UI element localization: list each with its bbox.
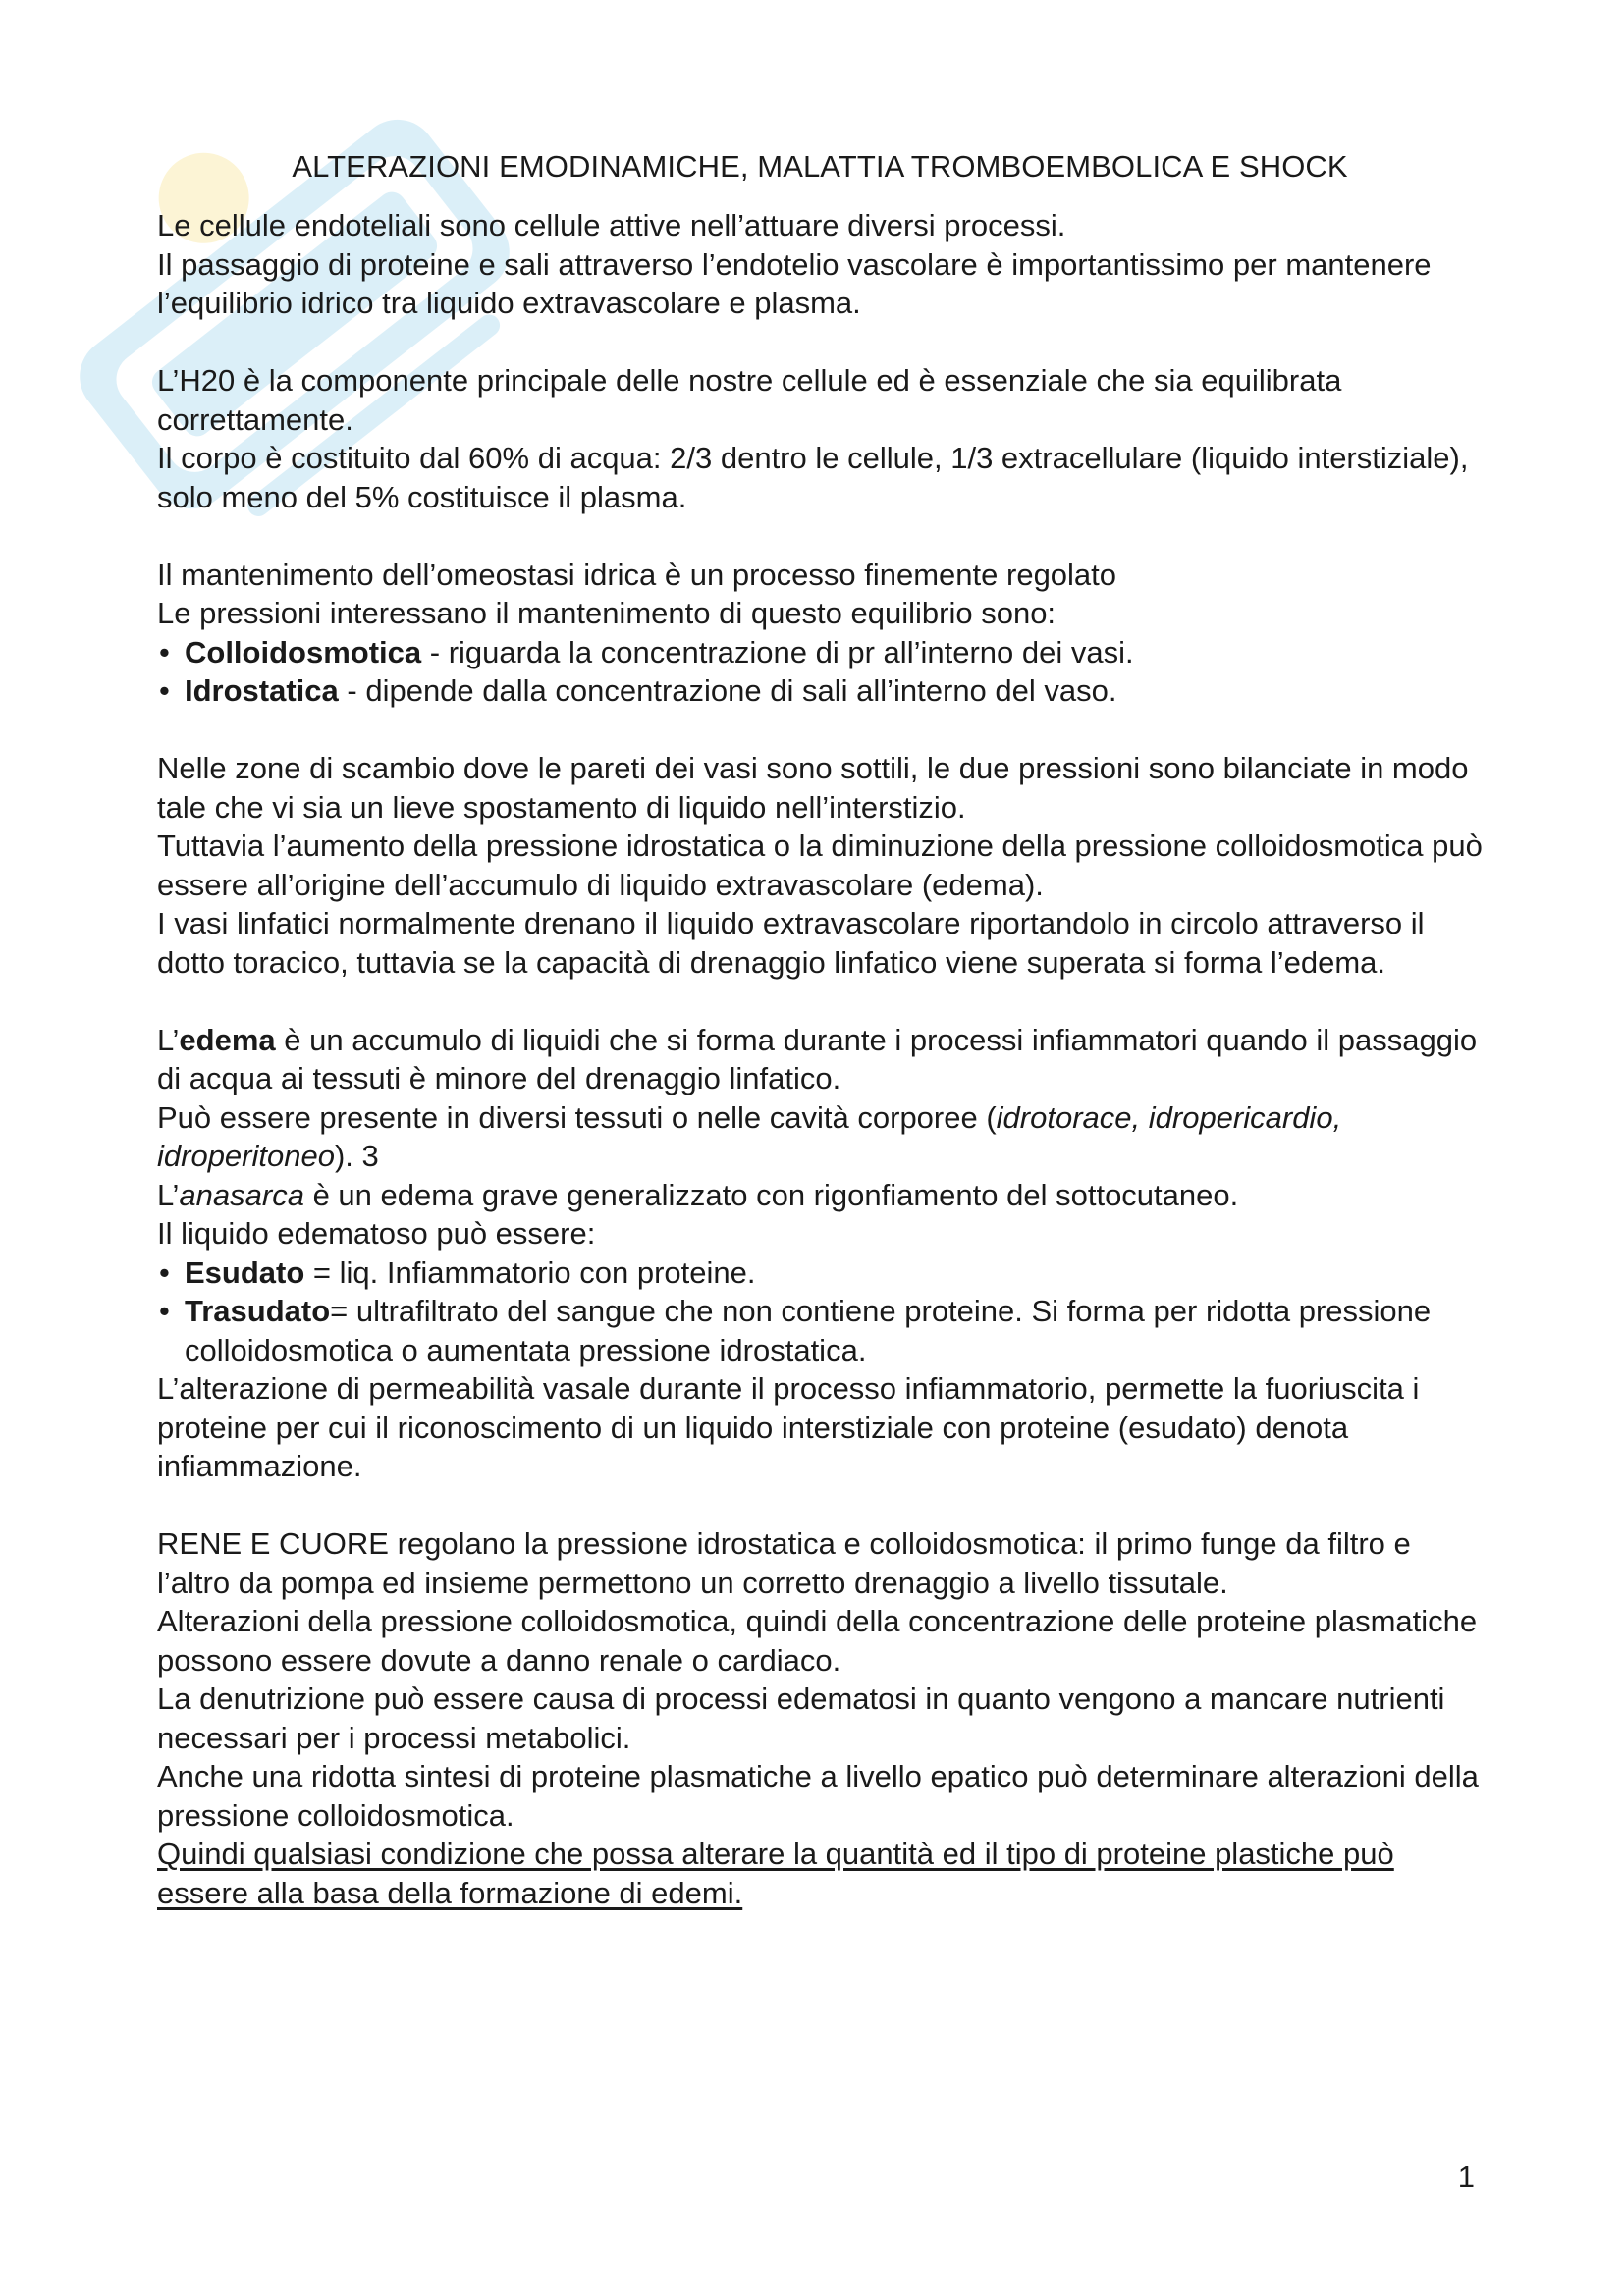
definition: = liq. Infiammatorio con proteine. xyxy=(304,1255,756,1290)
term: edema xyxy=(179,1022,276,1057)
page-number: 1 xyxy=(1457,2160,1475,2194)
document-title: ALTERAZIONI EMODINAMICHE, MALATTIA TROMBOEMBOLICA E SHOCK xyxy=(292,149,1348,184)
definition: = ultrafiltrato del sangue che non contiene proteine. Si forma per ridotta pressione colloidosmotica o aumentata pressione idrostatica. xyxy=(185,1294,1432,1367)
list-item xyxy=(157,1254,1483,1293)
paragraph-exchange xyxy=(157,749,1483,982)
term: Trasudato xyxy=(185,1294,331,1328)
text-run: ). 3 xyxy=(334,1139,379,1173)
text-line: I vasi linfatici normalmente drenano il liquido extravascolare riportandolo in circolo attraverso il dotto toracico, tuttavia se la capacità di drenaggio linfatico viene superata si forma l’edema. xyxy=(157,906,1425,980)
text-line xyxy=(157,1098,1483,1176)
text-run: Può essere presente in diversi tessuti o nelle cavità corporee ( xyxy=(157,1099,997,1135)
text-line: Tuttavia l’aumento della pressione idrostatica o la diminuzione della pressione colloidosmotica può essere all’origine dell’accumulo di liquido extravascolare (edema). xyxy=(157,828,1483,902)
text-run: è un edema grave generalizzato con rigonfiamento del sottocutaneo. xyxy=(303,1177,1239,1212)
text-run: L’ xyxy=(157,1022,180,1057)
text-line xyxy=(157,1176,1483,1215)
text-run: è un accumulo di liquidi che si forma durante i processi infiammatori quando il passaggio di acqua ai tessuti è minore del drenaggio linfatico. xyxy=(157,1022,1478,1095)
list-item xyxy=(157,1292,1483,1369)
text-line: Il liquido edematoso può essere: xyxy=(157,1216,596,1251)
paragraph-edema xyxy=(157,1021,1483,1486)
text-run: L’ xyxy=(157,1177,180,1212)
text-line: Le pressioni interessano il mantenimento di questo equilibrio sono: xyxy=(157,596,1056,630)
text-line: L’H20 è la componente principale delle nostre cellule ed è essenziale che sia equilibrata correttamente. xyxy=(157,363,1342,437)
definition: - riguarda la concentrazione di pr all’interno dei vasi. xyxy=(421,634,1134,669)
text-line: Il passaggio di proteine e sali attraverso l’endotelio vascolare è importantissimo per mantenere l’equilibrio idrico tra liquido extravascolare e plasma. xyxy=(157,246,1432,320)
italic-text: idrotorace, idropericardio, idroperitoneo xyxy=(157,1099,1342,1173)
text-line: Anche una ridotta sintesi di proteine plasmatiche a livello epatico può determinare alterazioni della pressione colloidosmotica. xyxy=(157,1759,1479,1833)
paragraph-water xyxy=(157,361,1483,516)
text-line: La denutrizione può essere causa di processi edematosi in quanto vengono a mancare nutrienti necessari per i processi metabolici. xyxy=(157,1682,1445,1755)
term: Idrostatica xyxy=(185,673,339,708)
italic-text: anasarca xyxy=(179,1177,304,1212)
document-content xyxy=(157,147,1483,1951)
pressure-list xyxy=(157,633,1483,711)
list-item xyxy=(157,671,1483,711)
text-line: L’alterazione di permeabilità vasale durante il processo infiammatorio, permette la fuoriuscita i proteine per cui il riconoscimento di un liquido interstiziale con proteine (esudato) denota infiammazione. xyxy=(157,1371,1420,1483)
definition: - dipende dalla concentrazione di sali all’interno del vaso. xyxy=(338,673,1117,708)
underlined-conclusion: Quindi qualsiasi condizione che possa alterare la quantità ed il tipo di proteine plastiche può essere alla basa della formazione di edemi. xyxy=(157,1837,1394,1910)
paragraph-pressures xyxy=(157,556,1483,711)
fluid-type-list xyxy=(157,1254,1483,1370)
text-line: Le cellule endoteliali sono cellule attive nell’attuare diversi processi. xyxy=(157,208,1066,242)
text-line xyxy=(157,1021,1483,1098)
text-line: Alterazioni della pressione colloidosmotica, quindi della concentrazione delle proteine plasmatiche possono essere dovute a danno renale o cardiaco. xyxy=(157,1604,1478,1678)
list-item xyxy=(157,633,1483,672)
text-line: Nelle zone di scambio dove le pareti dei vasi sono sottili, le due pressioni sono bilanciate in modo tale che vi sia un lieve spostamento di liquido nell’interstizio. xyxy=(157,751,1469,825)
text-line: Il corpo è costituito dal 60% di acqua: 2/3 dentro le cellule, 1/3 extracellulare (liquido interstiziale), solo meno del 5% costituisce il plasma. xyxy=(157,441,1469,514)
text-line: Il mantenimento dell’omeostasi idrica è un processo finemente regolato xyxy=(157,557,1117,592)
paragraph-kidney-heart xyxy=(157,1524,1483,1912)
term: Colloidosmotica xyxy=(185,634,422,669)
term: Esudato xyxy=(185,1255,305,1290)
paragraph-endothelium xyxy=(157,206,1483,323)
text-line: RENE E CUORE regolano la pressione idrostatica e colloidosmotica: il primo funge da filtro e l’altro da pompa ed insieme permettono un corretto drenaggio a livello tissutale. xyxy=(157,1526,1411,1600)
